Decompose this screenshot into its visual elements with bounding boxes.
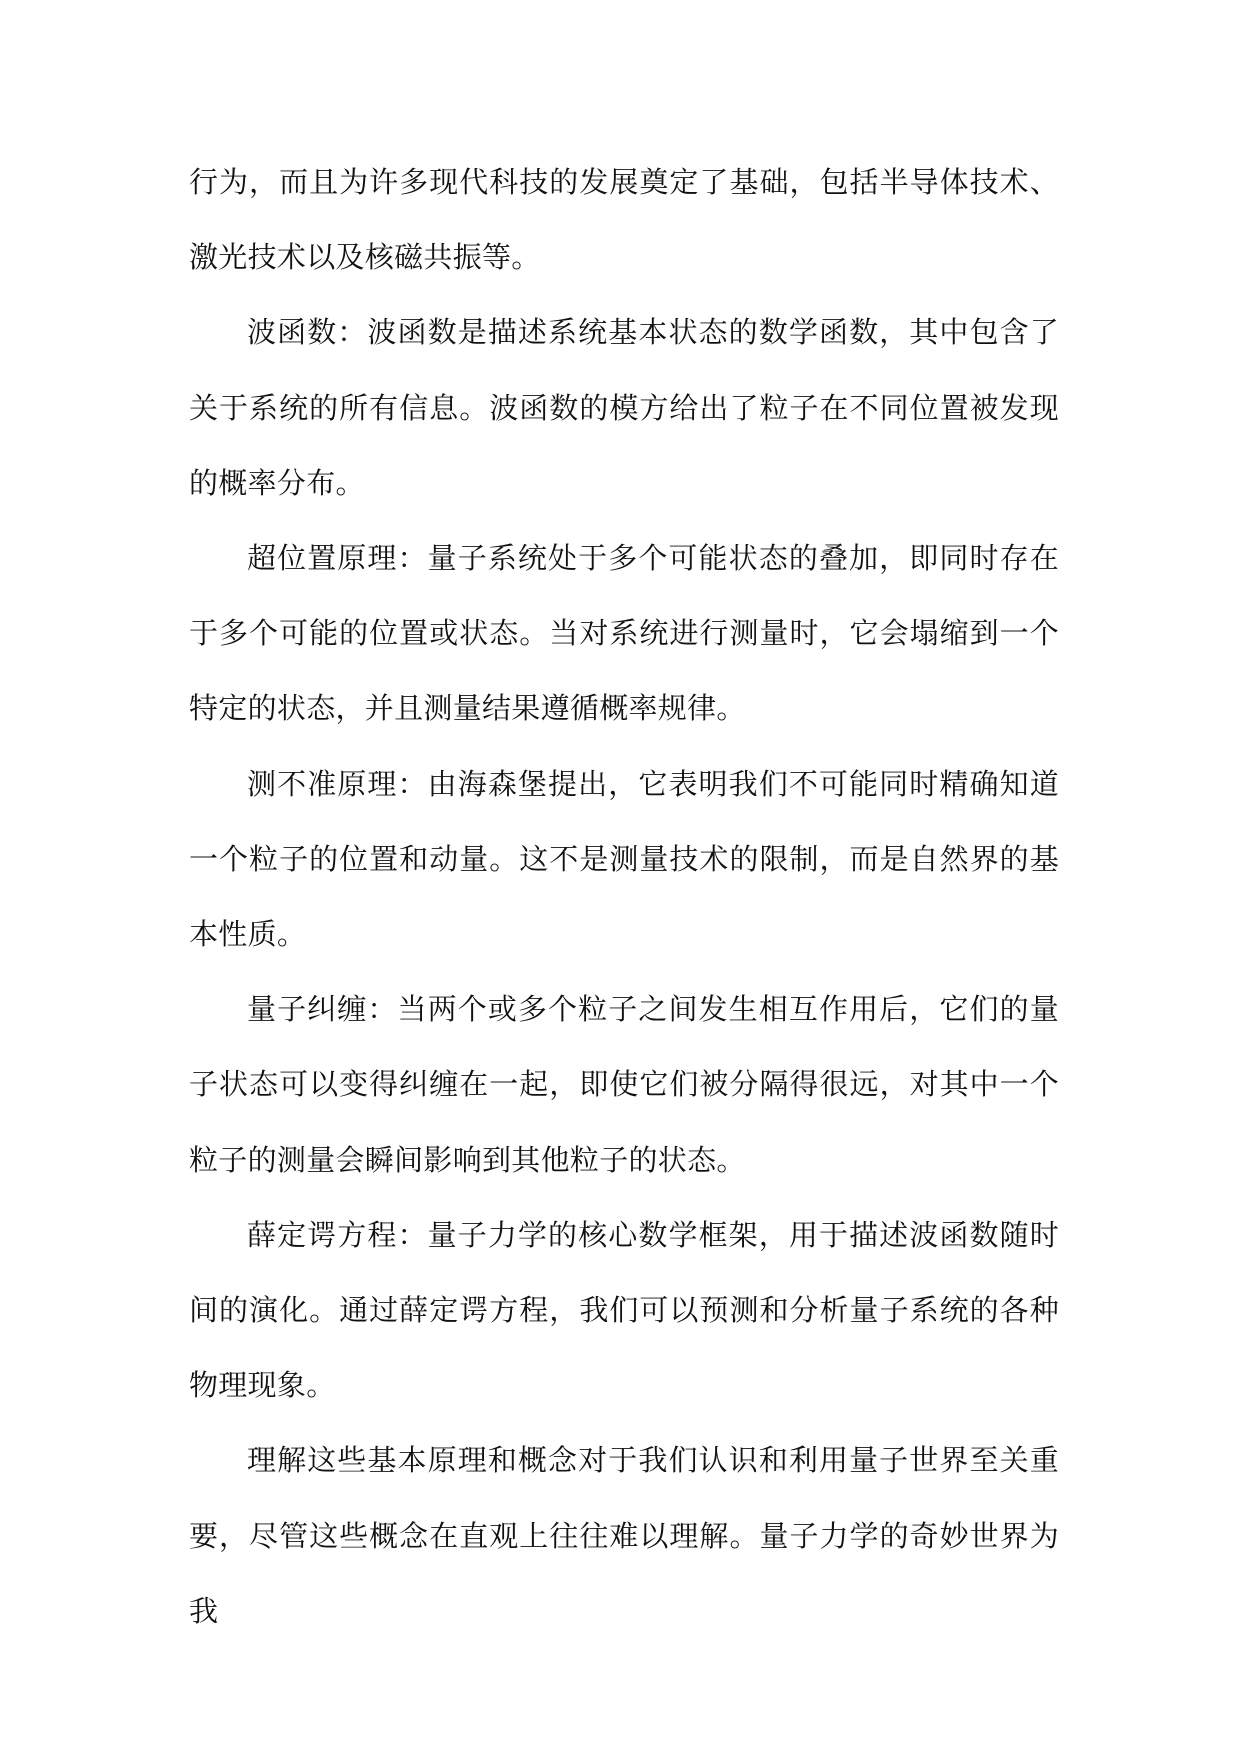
paragraph-superposition: 超位置原理：量子系统处于多个可能状态的叠加，即同时存在于多个可能的位置或状态。当对系统进行测量时，它会塌缩到一个特定的状态，并且测量结果遵循概率规律。 — [189, 541, 1059, 726]
document-body — [189, 145, 1059, 1649]
paragraph-entanglement: 量子纠缠：当两个或多个粒子之间发生相互作用后，它们的量子状态可以变得纠缠在一起，即使它们被分隔得很远，对其中一个粒子的测量会瞬间影响到其他粒子的状态。 — [189, 992, 1059, 1177]
paragraph-schrodinger-equation: 薛定谔方程：量子力学的核心数学框架，用于描述波函数随时间的演化。通过薛定谔方程，我们可以预测和分析量子系统的各种物理现象。 — [189, 1217, 1059, 1403]
paragraph-conclusion: 理解这些基本原理和概念对于我们认识和利用量子世界至关重要，尽管这些概念在直观上往往难以理解。量子力学的奇妙世界为我 — [189, 1443, 1059, 1628]
paragraph-intro-continuation: 行为，而且为许多现代科技的发展奠定了基础，包括半导体技术、激光技术以及核磁共振等。 — [189, 165, 1059, 275]
paragraph-wave-function: 波函数：波函数是描述系统基本状态的数学函数，其中包含了关于系统的所有信息。波函数的模方给出了粒子在不同位置被发现的概率分布。 — [189, 315, 1059, 500]
paragraph-uncertainty-principle: 测不准原理：由海森堡提出，它表明我们不可能同时精确知道一个粒子的位置和动量。这不是测量技术的限制，而是自然界的基本性质。 — [189, 766, 1059, 952]
